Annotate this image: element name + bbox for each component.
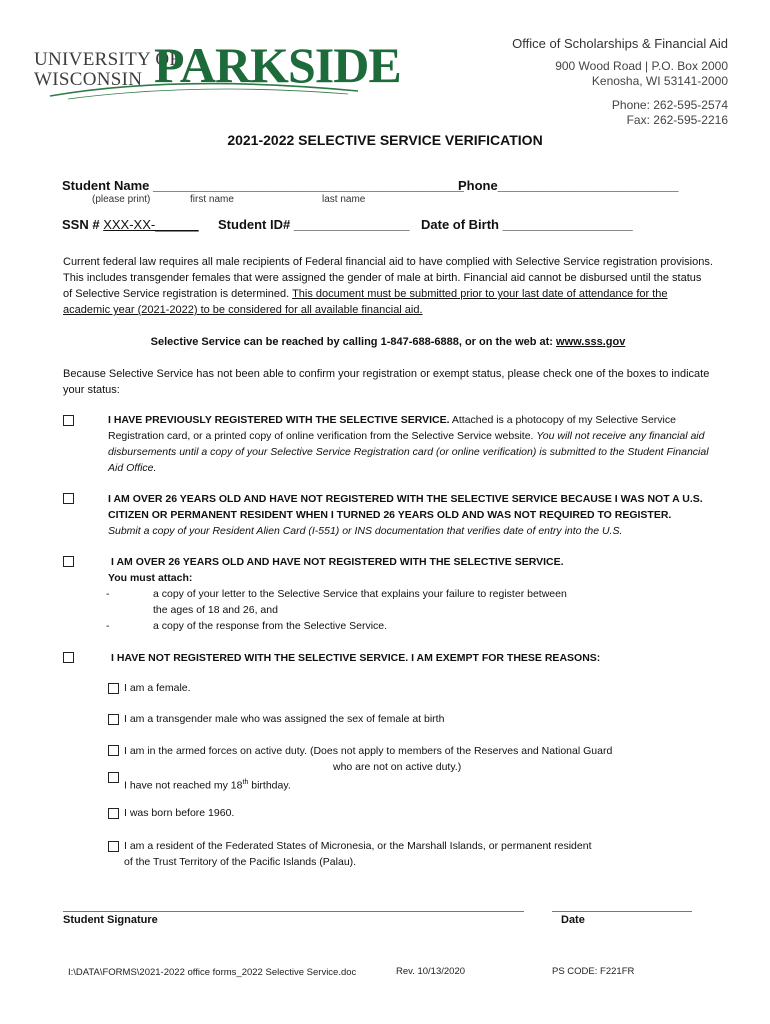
option-registered-note: You will not receive any financial aid disbursements until a copy of your Selective Service Registration card (or online verification) is submitted to the Student Financial Aid Office. — [108, 430, 709, 474]
ssn-label: SSN # — [62, 217, 104, 232]
date-line[interactable] — [552, 911, 692, 912]
option-noncitizen-heading: I AM OVER 26 YEARS OLD AND HAVE NOT REGISTERED WITH THE SELECTIVE SERVICE BECAUSE I WAS NOT A U.S. CITIZEN OR PERMANENT RESIDENT WHEN I TURNED 26 YEARS OLD AND WAS NOT REQUIRED TO REGISTER. — [108, 493, 703, 521]
form-title: 2021-2022 SELECTIVE SERVICE VERIFICATION — [227, 132, 543, 148]
exempt-armed-forces-label-cont: who are not on active duty.) — [333, 761, 462, 773]
footer-ps-code: PS CODE: F221FR — [552, 966, 635, 977]
ssn-value: XXX-XX-______ — [103, 217, 199, 232]
sss-website-link[interactable]: www.sss.gov — [556, 336, 626, 348]
phone-field[interactable]: Phone_________________________ — [458, 178, 679, 193]
contact-text: Selective Service can be reached by calling 1-847-688-6888, or on the web at: — [150, 336, 557, 348]
please-print-hint: (please print) — [92, 194, 151, 205]
exempt-under18-post: birthday. — [248, 779, 291, 792]
attach-item-1b: the ages of 18 and 26, and — [153, 604, 278, 616]
exempt-micronesia-label-cont: of the Trust Territory of the Pacific Islands (Palau). — [124, 856, 357, 868]
exempt-pre1960-label: I was born before 1960. — [124, 807, 235, 819]
option-exempt-heading: I HAVE NOT REGISTERED WITH THE SELECTIVE SERVICE. I AM EXEMPT FOR THESE REASONS: — [111, 652, 601, 664]
instruction-text: Because Selective Service has not been able to confirm your registration or exempt status, please check one of the boxes to indicate your status: — [63, 368, 710, 396]
date-label: Date — [561, 914, 585, 926]
attach-item-2: a copy of the response from the Selective Service. — [153, 620, 388, 632]
logo-line1: UNIVERSITY OF — [34, 49, 181, 70]
intro-paragraph — [63, 254, 713, 318]
office-fax: Fax: 262-595-2216 — [626, 113, 728, 127]
exempt-under18-pre: I have not reached my 18 — [124, 779, 243, 792]
contact-line — [63, 334, 713, 350]
option-exempt-checkbox[interactable] — [63, 652, 74, 663]
option-over26-checkbox[interactable] — [63, 556, 74, 567]
exempt-pre1960-checkbox[interactable] — [108, 808, 119, 819]
exempt-micronesia-label: I am a resident of the Federated States of Micronesia, or the Marshall Islands, or permanent resident — [124, 840, 592, 852]
office-phone: Phone: 262-595-2574 — [611, 98, 728, 112]
exempt-female-label: I am a female. — [124, 682, 191, 694]
office-name: Office of Scholarships & Financial Aid — [512, 36, 728, 51]
student-id-field[interactable]: Student ID# ________________ — [218, 217, 410, 232]
attach-dash-2: - — [106, 620, 110, 632]
university-logo — [28, 34, 401, 104]
option-over26-heading: I AM OVER 26 YEARS OLD AND HAVE NOT REGISTERED WITH THE SELECTIVE SERVICE. — [111, 556, 564, 568]
first-name-hint: first name — [190, 194, 234, 205]
option-noncitizen-text — [108, 491, 718, 539]
option-registered-body: Attached is a photocopy of my Selective Service Registration card, or a printed copy of online verification from the Selective Service website. — [108, 414, 676, 442]
office-address-line1: 900 Wood Road | P.O. Box 2000 — [555, 59, 728, 73]
exempt-armed-forces-checkbox[interactable] — [108, 745, 119, 756]
option-registered-text — [108, 412, 718, 476]
office-contact-block — [512, 36, 728, 128]
option-over26-attach-label: You must attach: — [108, 572, 193, 584]
date-of-birth-field[interactable]: Date of Birth __________________ — [421, 217, 633, 232]
option-registered-heading: I HAVE PREVIOUSLY REGISTERED WITH THE SELECTIVE SERVICE. — [108, 414, 450, 426]
option-over26-text — [108, 554, 718, 586]
ssn-field[interactable] — [62, 217, 199, 232]
exempt-under18-sup: th — [242, 779, 249, 786]
signature-line[interactable] — [63, 911, 524, 912]
logo-brand: PARKSIDE — [154, 37, 401, 93]
exempt-under18-label — [124, 775, 291, 794]
student-name-field[interactable]: Student Name ___________________________________________ — [62, 178, 464, 193]
footer-file-path: I:\DATA\FORMS\2021-2022 office forms_2022 Selective Service.doc — [68, 967, 357, 978]
exempt-transgender-label: I am a transgender male who was assigned the sex of female at birth — [124, 713, 445, 725]
exempt-micronesia-checkbox[interactable] — [108, 841, 119, 852]
office-address-line2: Kenosha, WI 53141-2000 — [591, 74, 728, 88]
exempt-under18-checkbox[interactable] — [108, 772, 119, 783]
intro-text: Current federal law requires all male recipients of Federal financial aid to have complied with Selective Service registration provisions. This includes transgender females that were assigned the gender of male at birth. Financial aid cannot be disbursed until the status of Selective Service registration is determined. — [63, 256, 713, 300]
option-registered-checkbox[interactable] — [63, 415, 74, 426]
option-noncitizen-checkbox[interactable] — [63, 493, 74, 504]
logo-line2: WISCONSIN — [34, 69, 143, 90]
attach-dash-1: - — [106, 588, 110, 600]
exempt-armed-forces-label: I am in the armed forces on active duty. (Does not apply to members of the Reserves and National Guard — [124, 745, 613, 757]
option-noncitizen-note: Submit a copy of your Resident Alien Card (I-551) or INS documentation that verifies date of entry into the U.S. — [108, 525, 623, 537]
attach-item-1a: a copy of your letter to the Selective Service that explains your failure to register between — [153, 588, 567, 600]
footer-revision: Rev. 10/13/2020 — [396, 966, 466, 977]
exempt-female-checkbox[interactable] — [108, 683, 119, 694]
exempt-transgender-checkbox[interactable] — [108, 714, 119, 725]
submission-deadline-note: This document must be submitted prior to your last date of attendance for the academic year (2021-2022) to be considered for all available financial aid. — [63, 288, 668, 316]
last-name-hint: last name — [322, 194, 366, 205]
student-signature-label: Student Signature — [63, 914, 158, 926]
